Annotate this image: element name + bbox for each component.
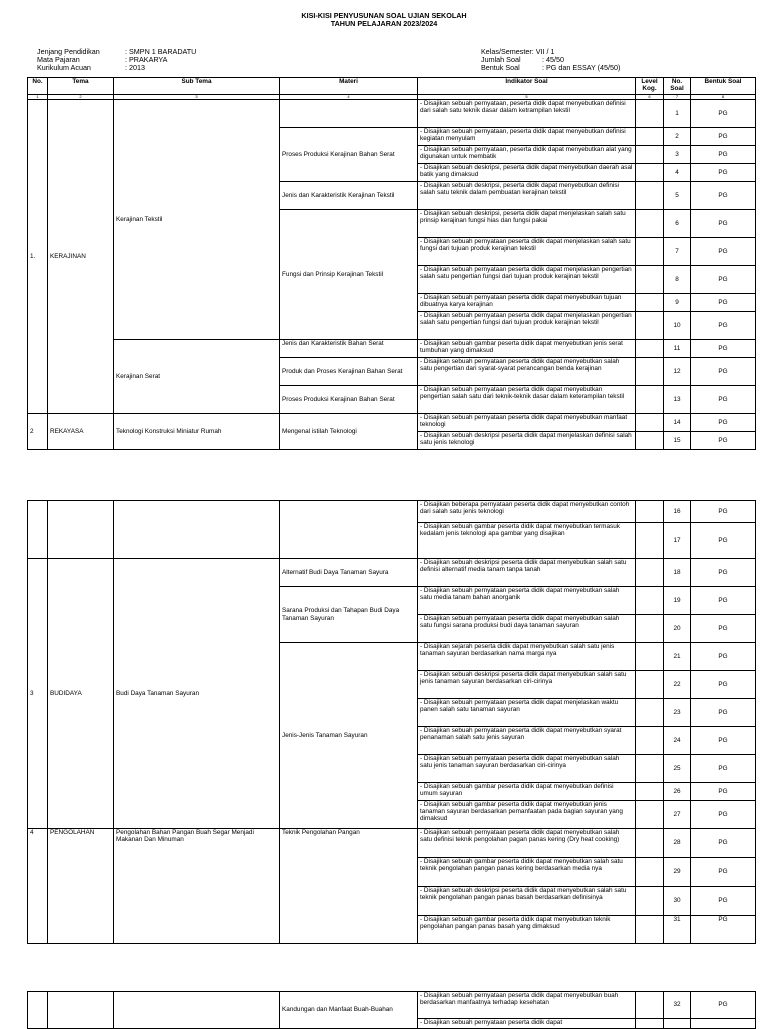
info-right-row: Kelas/Semester: VII / 1 bbox=[481, 47, 555, 56]
no-soal-cell: 30 bbox=[664, 887, 691, 916]
col-header-materi: Materi bbox=[280, 78, 418, 95]
bentuk-soal-cell: PG bbox=[691, 587, 756, 615]
bentuk-soal-cell: PG bbox=[691, 801, 756, 829]
row-no: 4 bbox=[28, 829, 48, 944]
bentuk-soal-cell: PG bbox=[691, 432, 756, 450]
info-right-row: Bentuk Soal : PG dan ESSAY (45/50) bbox=[481, 63, 621, 72]
info-right-row: Jumlah Soal : 45/50 bbox=[481, 55, 564, 64]
row-materi: Teknik Pengolahan Pangan bbox=[280, 829, 418, 944]
kisi-kisi-table-page3 bbox=[27, 991, 756, 1029]
column-index-row: 1 2 3 4 5 6 7 8 bbox=[28, 95, 756, 100]
no-soal-cell: 31 bbox=[664, 916, 691, 944]
bentuk-soal-cell: PG bbox=[691, 501, 756, 523]
row-materi: Mengenal istilah Teknologi bbox=[280, 414, 418, 450]
indikator-cell: - Disajikan sebuah pernyataan peserta didik dapat menyebutkan salah satu jenis tanaman sayuran berdasarkan ciri-cirinya bbox=[418, 755, 636, 783]
indikator-cell: - Disajikan sebuah deskripsi peserta didik dapat menyebutkan salah satu jenis tanaman sayuran berdasarkan ciri-cirinya bbox=[418, 671, 636, 699]
col-header-nosoal: No. Soal bbox=[664, 78, 691, 95]
info-left-row: Kurikulum Acuan : 2013 bbox=[37, 63, 145, 72]
bentuk-soal-cell: PG bbox=[691, 783, 756, 801]
bentuk-soal-cell: PG bbox=[691, 414, 756, 432]
no-soal-cell: 25 bbox=[664, 755, 691, 783]
row-materi: Kandungan dan Manfaat Buah-Buahan bbox=[280, 992, 418, 1029]
bentuk-soal-cell: PG bbox=[691, 829, 756, 858]
indikator-cell: - Disajikan sebuah pernyataan peserta didik dapat menyebutkan salah satu fungsi sarana produksi budi daya tanaman sayuran bbox=[418, 615, 636, 643]
bentuk-soal-cell: PG bbox=[691, 238, 756, 266]
no-soal-cell: 17 bbox=[664, 523, 691, 559]
bentuk-soal-cell: PG bbox=[691, 266, 756, 294]
indikator-cell: - Disajikan sebuah pernyataan peserta didik dapat menyebutkan buah berdasarkan manfaatnya terhadap kesehatan bbox=[418, 992, 636, 1019]
no-soal-cell: 1 bbox=[664, 100, 691, 128]
indikator-cell: - Disajikan sebuah gambar peserta didik dapat menyebutkan teknik pengolahan pangan panas basah yang dimaksud bbox=[418, 916, 636, 944]
bentuk-soal-cell: PG bbox=[691, 210, 756, 238]
row-tema: BUDIDAYA bbox=[48, 559, 114, 829]
info-left-row: Mata Pajaran : PRAKARYA bbox=[37, 55, 168, 64]
no-soal-cell: 5 bbox=[664, 182, 691, 210]
bentuk-soal-cell: PG bbox=[691, 858, 756, 887]
bentuk-soal-cell: PG bbox=[691, 887, 756, 916]
info-left-row: Jenjang Pendidikan : SMPN 1 BARADATU bbox=[37, 47, 197, 56]
indikator-cell: - Disajikan sebuah pernyataan peserta didik dapat menjelaskan salah satu fungsi dari tujuan produk kerajinan tekstil bbox=[418, 238, 636, 266]
no-soal-cell: 24 bbox=[664, 727, 691, 755]
bentuk-soal-cell: PG bbox=[691, 100, 756, 128]
bentuk-soal-cell: PG bbox=[691, 182, 756, 210]
no-soal-cell: 22 bbox=[664, 671, 691, 699]
no-soal-cell: 4 bbox=[664, 164, 691, 182]
indikator-cell: - Disajikan sebuah gambar peserta didik dapat menyebutkan jenis serat tumbuhan yang dimaksud bbox=[418, 340, 636, 358]
no-soal-cell: 11 bbox=[664, 340, 691, 358]
row-no: 3 bbox=[28, 559, 48, 829]
row-subtema: Teknologi Konstruksi Miniatur Rumah bbox=[114, 414, 280, 450]
bentuk-soal-cell: PG bbox=[691, 671, 756, 699]
no-soal-cell: 15 bbox=[664, 432, 691, 450]
table-row bbox=[28, 829, 756, 858]
row-no: 1. bbox=[28, 100, 48, 414]
indikator-cell: - Disajikan sebuah pernyataan peserta didik dapat menjelaskan pengertian salah satu pengertian fungsi dari tujuan produk kerajinan tekstil bbox=[418, 312, 636, 340]
bentuk-soal-cell: PG bbox=[691, 615, 756, 643]
indikator-cell: - Disajikan sebuah gambar peserta didik dapat menyebutkan definisi umum sayuran bbox=[418, 783, 636, 801]
no-soal-cell: 12 bbox=[664, 358, 691, 386]
bentuk-soal-cell: PG bbox=[691, 312, 756, 340]
document-title: KISI-KISI PENYUSUNAN SOAL UJIAN SEKOLAH bbox=[301, 11, 467, 20]
no-soal-cell: 2 bbox=[664, 128, 691, 146]
row-materi: Produk dan Proses Kerajinan Bahan Serat bbox=[280, 358, 418, 386]
indikator-cell: - Disajikan sebuah deskripsi, peserta didik dapat menyebutkan definisi salah satu teknik dalam pembuatan kerajinan tekstil bbox=[418, 182, 636, 210]
no-soal-cell: 20 bbox=[664, 615, 691, 643]
indikator-cell: - Disajikan sebuah pernyataan peserta didik dapat bbox=[418, 1019, 636, 1029]
no-soal-cell: 32 bbox=[664, 992, 691, 1019]
document-subtitle: TAHUN PELAJARAN 2023/2024 bbox=[330, 19, 438, 28]
no-soal-cell: 29 bbox=[664, 858, 691, 887]
bentuk-soal-cell: PG bbox=[691, 643, 756, 671]
indikator-cell: - Disajikan sebuah pernyataan peserta didik dapat menyebutkan salah satu media tanam bahan anorganik bbox=[418, 587, 636, 615]
no-soal-cell: 21 bbox=[664, 643, 691, 671]
no-soal-cell: 19 bbox=[664, 587, 691, 615]
indikator-cell: - Disajikan sebuah deskripsi peserta didik dapat menjelaskan definisi salah satu jenis teknologi bbox=[418, 432, 636, 450]
row-materi: Proses Produksi Kerajinan Bahan Serat bbox=[280, 386, 418, 414]
no-soal-cell: 13 bbox=[664, 386, 691, 414]
row-materi: Sarana Produksi dan Tahapan Budi Daya Tanaman Sayuran bbox=[280, 587, 418, 643]
table-row bbox=[28, 992, 756, 1019]
indikator-cell: - Disajikan sebuah gambar peserta didik dapat menyebutkan jenis tanaman sayuran berdasarkan pemanfaatan pada bagian sayuran yang dimaksud bbox=[418, 801, 636, 829]
bentuk-soal-cell: PG bbox=[691, 146, 756, 164]
bentuk-soal-cell: PG bbox=[691, 699, 756, 727]
row-tema: REKAYASA bbox=[48, 414, 114, 450]
bentuk-soal-cell: PG bbox=[691, 992, 756, 1019]
table-row bbox=[28, 501, 756, 523]
indikator-cell: - Disajikan sebuah deskripsi, peserta didik dapat menyebutkan daerah asal batik yang dimaksud bbox=[418, 164, 636, 182]
indikator-cell: - Disajikan sebuah gambar peserta didik dapat menyebutkan salah satu teknik pengolahan pangan panas kering berdasarkan media nya bbox=[418, 858, 636, 887]
indikator-cell: - Disajikan sebuah pernyataan peserta didik dapat menyebutkan pengertian salah satu dari teknik-teknik dasar dalam keterampilan tekstil bbox=[418, 386, 636, 414]
indikator-cell: - Disajikan beberapa pernyataan peserta didik dapat menyebutkan contoh dari salah satu jenis teknologi bbox=[418, 501, 636, 523]
no-soal-cell: 28 bbox=[664, 829, 691, 858]
bentuk-soal-cell: PG bbox=[691, 916, 756, 944]
table-header-row bbox=[28, 78, 756, 95]
indikator-cell: - Disajikan sebuah deskripsi, peserta didik dapat menjelaskan salah satu prinsip kerajinan fungsi hias dan fungsi pakai bbox=[418, 210, 636, 238]
row-tema: PENGOLAHAN bbox=[48, 829, 114, 944]
row-materi: Jenis dan Karakteristik Bahan Serat bbox=[280, 340, 418, 358]
bentuk-soal-cell: PG bbox=[691, 358, 756, 386]
indikator-cell: - Disajikan sebuah pernyataan peserta didik dapat menjelaskan waktu panen salah satu tanaman sayuran bbox=[418, 699, 636, 727]
no-soal-cell: 16 bbox=[664, 501, 691, 523]
row-tema: KERAJINAN bbox=[48, 100, 114, 414]
bentuk-soal-cell: PG bbox=[691, 727, 756, 755]
row-subtema: Kerajinan Tekstil bbox=[114, 100, 280, 340]
indikator-cell: - Disajikan sebuah pernyataan peserta didik dapat menyebutkan salah satu definisi teknik pengolahan pagan panas kering (Dry heat cooking) bbox=[418, 829, 636, 858]
bentuk-soal-cell: PG bbox=[691, 386, 756, 414]
indikator-cell: - Disajikan sebuah pernyataan, peserta didik dapat menyebutkan definisi dari salah satu teknik dasar dalam ketrampilan tekstil bbox=[418, 100, 636, 128]
indikator-cell: - Disajikan sebuah deskripsi peserta didik dapat menyebutkan salah satu teknik pengolahan pangan panas basah berdasarkan definisinya bbox=[418, 887, 636, 916]
bentuk-soal-cell: PG bbox=[691, 128, 756, 146]
bentuk-soal-cell: PG bbox=[691, 755, 756, 783]
no-soal-cell: 23 bbox=[664, 699, 691, 727]
table-row bbox=[28, 414, 756, 432]
indikator-cell: - Disajikan sebuah pernyataan, peserta didik dapat menyebutkan alat yang digunakan untuk membatik bbox=[418, 146, 636, 164]
indikator-cell: - Disajikan sebuah pernyataan, peserta didik dapat menyebutkan definisi kegiatan menyulam bbox=[418, 128, 636, 146]
no-soal-cell: 27 bbox=[664, 801, 691, 829]
indikator-cell: - Disajikan sebuah pernyataan peserta didik dapat menyebutkan tujuan dibuatnya karya kerajinan bbox=[418, 294, 636, 312]
indikator-cell: - Disajikan sebuah pernyataan peserta didik dapat menyebutkan manfaat teknologi bbox=[418, 414, 636, 432]
row-subtema: Kerajinan Serat bbox=[114, 340, 280, 414]
col-header-bentuk: Bentuk Soal bbox=[691, 78, 756, 95]
indikator-cell: - Disajikan sebuah pernyataan peserta didik dapat menyebutkan syarat penanaman salah satu jenis sayuran bbox=[418, 727, 636, 755]
col-header-no: No. bbox=[28, 78, 48, 95]
bentuk-soal-cell: PG bbox=[691, 340, 756, 358]
table-row bbox=[28, 559, 756, 587]
bentuk-soal-cell: PG bbox=[691, 523, 756, 559]
table-row bbox=[28, 100, 756, 128]
no-soal-cell: 3 bbox=[664, 146, 691, 164]
indikator-cell: - Disajikan sebuah deskripsi peserta didik dapat menyebutkan salah satu definisi alternatif media tanam tanpa tanah bbox=[418, 559, 636, 587]
col-header-level: Level Kog. bbox=[636, 78, 664, 95]
col-header-subtema: Sub Tema bbox=[114, 78, 280, 95]
no-soal-cell: 8 bbox=[664, 266, 691, 294]
col-header-indikator: Indikator Soal bbox=[418, 78, 636, 95]
row-no: 2 bbox=[28, 414, 48, 450]
row-subtema: Budi Daya Tanaman Sayuran bbox=[114, 559, 280, 829]
no-soal-cell: 10 bbox=[664, 312, 691, 340]
indikator-cell: - Disajikan sebuah pernyataan peserta didik dapat menjelaskan pengertian salah satu pengertian fungsi dari tujuan produk kerajinan tekstil bbox=[418, 266, 636, 294]
bentuk-soal-cell: PG bbox=[691, 559, 756, 587]
no-soal-cell: 6 bbox=[664, 210, 691, 238]
no-soal-cell: 7 bbox=[664, 238, 691, 266]
kisi-kisi-table-page2 bbox=[27, 500, 756, 944]
indikator-cell: - Disajikan sebuah gambar peserta didik dapat menyebutkan termasuk kedalam jenis teknologi apa gambar yang disajikan bbox=[418, 523, 636, 559]
indikator-cell: - Disajikan sebuah pernyataan peserta didik dapat menyebutkan salah satu pengertian dari syarat-syarat perancangan benda kerajinan bbox=[418, 358, 636, 386]
no-soal-cell: 14 bbox=[664, 414, 691, 432]
no-soal-cell: 9 bbox=[664, 294, 691, 312]
no-soal-cell: 26 bbox=[664, 783, 691, 801]
row-materi: Jenis dan Karakteristik Kerajinan Tekstil bbox=[280, 182, 418, 210]
row-materi: Jenis-Jenis Tanaman Sayuran bbox=[280, 643, 418, 829]
row-materi: Alternatif Budi Daya Tanaman Sayura bbox=[280, 559, 418, 587]
row-materi: Proses Produksi Kerajinan Bahan Serat bbox=[280, 128, 418, 182]
row-materi: Fungsi dan Prinsip Kerajinan Tekstil bbox=[280, 210, 418, 340]
col-header-tema: Tema bbox=[48, 78, 114, 95]
no-soal-cell: 18 bbox=[664, 559, 691, 587]
bentuk-soal-cell: PG bbox=[691, 164, 756, 182]
table-row bbox=[28, 340, 756, 358]
bentuk-soal-cell: PG bbox=[691, 294, 756, 312]
indikator-cell: - Disajikan sejarah peserta didik dapat menyebutkan salah satu jenis tanaman sayuran berdasarkan nama marga nya bbox=[418, 643, 636, 671]
kisi-kisi-table-page1 bbox=[27, 77, 756, 450]
row-subtema: Pengolahan Bahan Pangan Buah Segar Menjadi Makanan Dan Minuman bbox=[114, 829, 280, 944]
